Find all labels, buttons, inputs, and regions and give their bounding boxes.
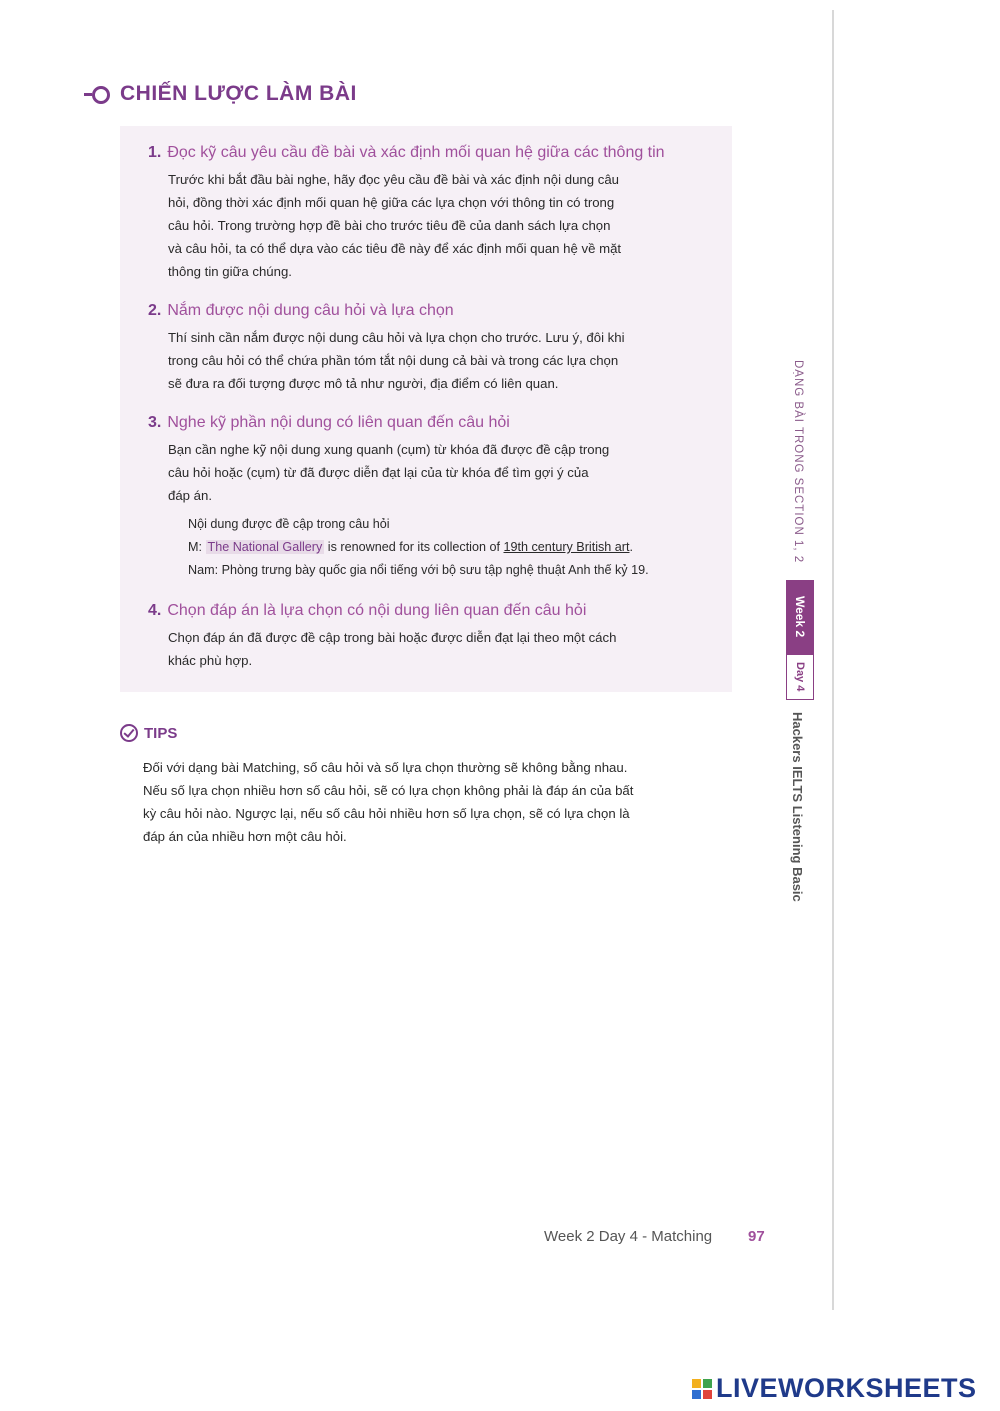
- keyword-highlight: The National Gallery: [207, 540, 323, 554]
- strategy-item-4: [148, 602, 718, 672]
- strategy-item-1: [148, 144, 718, 283]
- page-title: CHIẾN LƯỢC LÀM BÀI: [120, 82, 357, 105]
- side-book-title: Hackers IELTS Listening Basic: [790, 712, 805, 902]
- body-line: và câu hỏi, ta có thể dựa vào các tiêu đề này để xác định mối quan hệ về mặt: [168, 241, 622, 256]
- example-sentence: M: The National Gallery is renowned for its collection of 19th century British art.: [188, 540, 633, 554]
- footer-text: Week 2 Day 4 - Matching: [544, 1228, 713, 1245]
- item-title: Nắm được nội dung câu hỏi và lựa chọn: [167, 302, 454, 319]
- keyword-underline: 19th century British art: [503, 540, 630, 554]
- example-translation: Nam: Phòng trưng bày quốc gia nổi tiếng với bộ sưu tập nghệ thuật Anh thế kỷ 19.: [188, 563, 649, 577]
- tips-line: Nếu số lựa chọn nhiều hơn số câu hỏi, sẽ có lựa chọn không phải là đáp án của bất: [143, 783, 634, 798]
- tips-header: [120, 724, 177, 742]
- side-section-label: DẠNG BÀI TRONG SECTION 1, 2: [792, 360, 804, 564]
- item-title: Đọc kỹ câu yêu cầu đề bài và xác định mối quan hệ giữa các thông tin: [167, 144, 665, 161]
- body-line: khác phù hợp.: [168, 653, 253, 668]
- side-week-label: Week 2: [786, 580, 814, 654]
- item-number: 3.: [148, 414, 162, 431]
- item-body: [168, 626, 718, 672]
- item-number: 4.: [148, 602, 162, 619]
- item-body: [168, 168, 718, 283]
- liveworksheets-logo[interactable]: [692, 1373, 977, 1404]
- example-block: [188, 513, 718, 582]
- item-title: Nghe kỹ phần nội dung có liên quan đến câu hỏi: [167, 414, 510, 431]
- tips-label: TIPS: [144, 724, 178, 742]
- bullet-ring-icon: [84, 85, 110, 103]
- strategy-item-2: [148, 302, 718, 395]
- tips-line: đáp án của nhiều hơn một câu hỏi.: [143, 829, 347, 844]
- body-line: thông tin giữa chúng.: [168, 264, 292, 279]
- body-line: hỏi, đồng thời xác định mối quan hệ giữa các lựa chọn với thông tin có trong: [168, 195, 615, 210]
- body-line: đáp án.: [168, 488, 212, 503]
- page-number: 97: [748, 1228, 765, 1245]
- body-line: sẽ đưa ra đối tượng được mô tả như người, địa điểm có liên quan.: [168, 376, 559, 391]
- section-header: [84, 78, 357, 110]
- check-circle-icon: [120, 724, 138, 742]
- item-title: Chọn đáp án là lựa chọn có nội dung liên quan đến câu hỏi: [167, 602, 587, 619]
- body-line: trong câu hỏi có thể chứa phần tóm tắt nội dung cả bài và trong các lựa chọn: [168, 353, 619, 368]
- logo-squares-icon: [692, 1379, 712, 1399]
- item-number: 1.: [148, 144, 162, 161]
- side-tab: [768, 360, 828, 920]
- item-body: [168, 326, 718, 395]
- strategy-item-3: [148, 414, 718, 582]
- page-edge: [832, 10, 834, 1310]
- body-line: câu hỏi hoặc (cụm) từ đã được diễn đạt lại của từ khóa để tìm gợi ý của: [168, 465, 589, 480]
- tips-body: [143, 756, 733, 848]
- logo-text: LIVEWORKSHEETS: [716, 1373, 977, 1403]
- tips-line: Đối với dạng bài Matching, số câu hỏi và số lựa chọn thường sẽ không bằng nhau.: [143, 760, 628, 775]
- body-line: Trước khi bắt đầu bài nghe, hãy đọc yêu cầu đề bài và xác định nội dung câu: [168, 172, 620, 187]
- body-line: Bạn cần nghe kỹ nội dung xung quanh (cụm) từ khóa đã được đề cập trong: [168, 442, 610, 457]
- tips-line: kỳ câu hỏi nào. Ngược lại, nếu số câu hỏi nhiều hơn số lựa chọn, sẽ có lựa chọn là: [143, 806, 630, 821]
- example-caption: Nội dung được đề cập trong câu hỏi: [188, 517, 390, 531]
- body-line: Thí sinh cần nắm được nội dung câu hỏi và lựa chọn cho trước. Lưu ý, đôi khi: [168, 330, 625, 345]
- side-day-label: Day 4: [786, 654, 814, 700]
- body-line: câu hỏi. Trong trường hợp đề bài cho trước tiêu đề của danh sách lựa chọn: [168, 218, 611, 233]
- item-number: 2.: [148, 302, 162, 319]
- body-line: Chọn đáp án đã được đề cập trong bài hoặc được diễn đạt lại theo một cách: [168, 630, 617, 645]
- item-body: [168, 438, 718, 507]
